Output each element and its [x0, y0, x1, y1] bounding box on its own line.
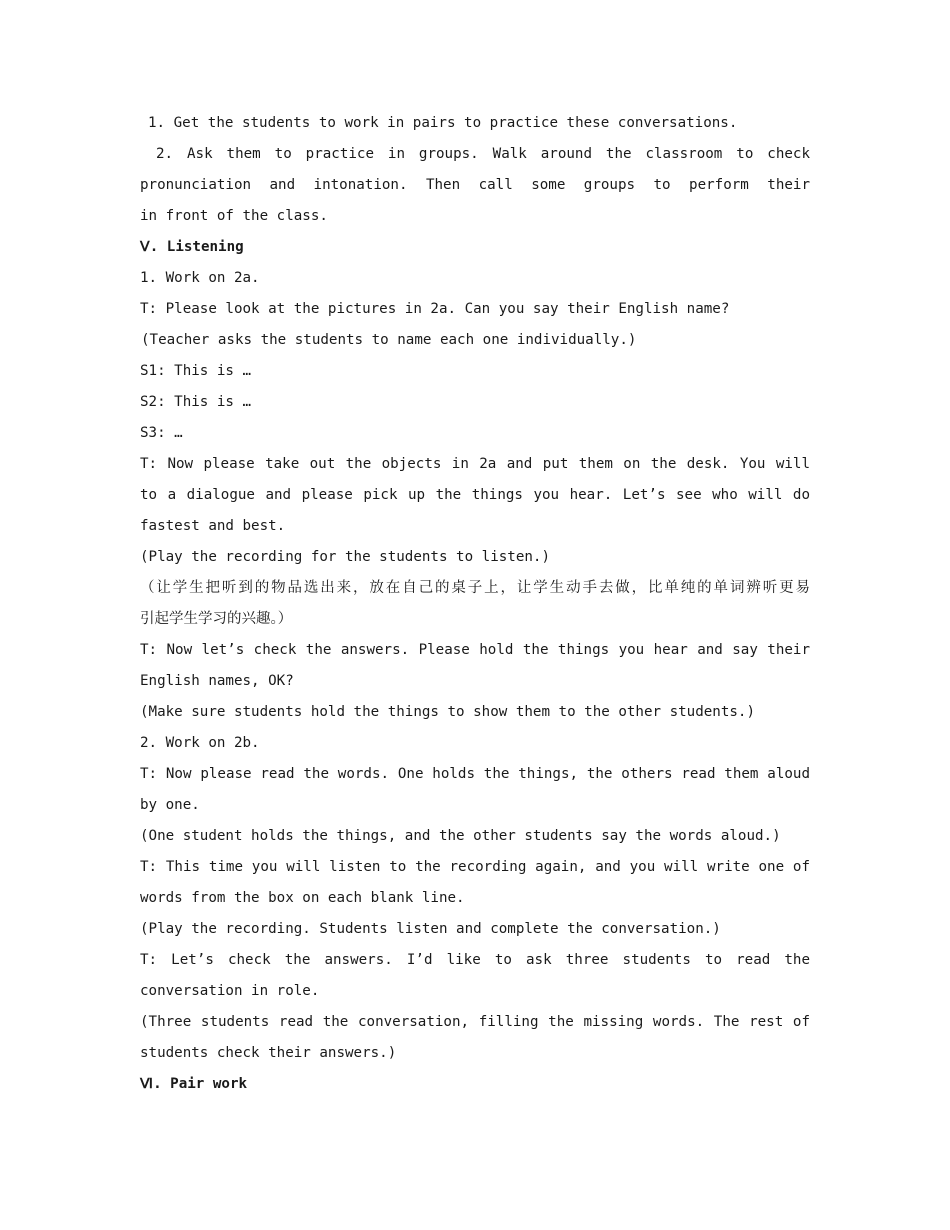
paragraph-line: to a dialogue and please pick up the things you hear. Let’s see who will do [140, 487, 810, 503]
paragraph-line: pronunciation and intonation. Then call some groups to perform their [140, 177, 810, 193]
paragraph-line: (Teacher asks the students to name each one individually.) [141, 332, 637, 348]
paragraph-line: 1. Work on 2a. [140, 270, 260, 286]
paragraph-line: T: Now let’s check the answers. Please hold the things you hear and say their [140, 642, 810, 658]
paragraph-line: S2: This is … [140, 394, 252, 410]
paragraph-line: T: This time you will listen to the recording again, and you will write one of [140, 859, 810, 875]
paragraph-line-chinese: （让学生把听到的物品选出来，放在自己的桌子上，让学生动手去做，比单纯的单词辨听更易 [140, 580, 810, 596]
paragraph-line-chinese: 引起学生学习的兴趣。） [140, 611, 293, 627]
paragraph-line: T: Now please take out the objects in 2a and put them on the desk. You will [140, 456, 810, 472]
document-page [140, 108, 810, 1100]
paragraph-line: T: Please look at the pictures in 2a. Can you say their English name? [140, 301, 730, 317]
paragraph-line: English names, OK? [140, 673, 294, 689]
paragraph-line: T: Now please read the words. One holds the things, the others read them aloud [140, 766, 810, 782]
paragraph-line: 2. Work on 2b. [140, 735, 260, 751]
paragraph-line: 1. Get the students to work in pairs to practice these conversations. [148, 115, 738, 131]
paragraph-line: (Play the recording for the students to listen.) [140, 549, 550, 565]
section-heading-pair-work: Ⅵ. Pair work [140, 1076, 248, 1092]
paragraph-line: (Three students read the conversation, filling the missing words. The rest of [140, 1014, 810, 1030]
paragraph-line: students check their answers.) [140, 1045, 397, 1061]
paragraph-line: (Make sure students hold the things to show them to the other students.) [140, 704, 755, 720]
paragraph-line: in front of the class. [140, 208, 328, 224]
paragraph-line: S3: … [140, 425, 183, 441]
paragraph-line: (Play the recording. Students listen and complete the conversation.) [140, 921, 721, 937]
paragraph-line: fastest and best. [140, 518, 286, 534]
paragraph-line: (One student holds the things, and the other students say the words aloud.) [140, 828, 781, 844]
paragraph-line: conversation in role. [140, 983, 320, 999]
paragraph-line: by one. [140, 797, 200, 813]
paragraph-line: 2. Ask them to practice in groups. Walk around the classroom to check [156, 146, 810, 162]
paragraph-line: words from the box on each blank line. [140, 890, 465, 906]
paragraph-line: T: Let’s check the answers. I’d like to ask three students to read the [140, 952, 810, 968]
section-heading-listening: Ⅴ. Listening [140, 239, 244, 255]
paragraph-line: S1: This is … [140, 363, 252, 379]
